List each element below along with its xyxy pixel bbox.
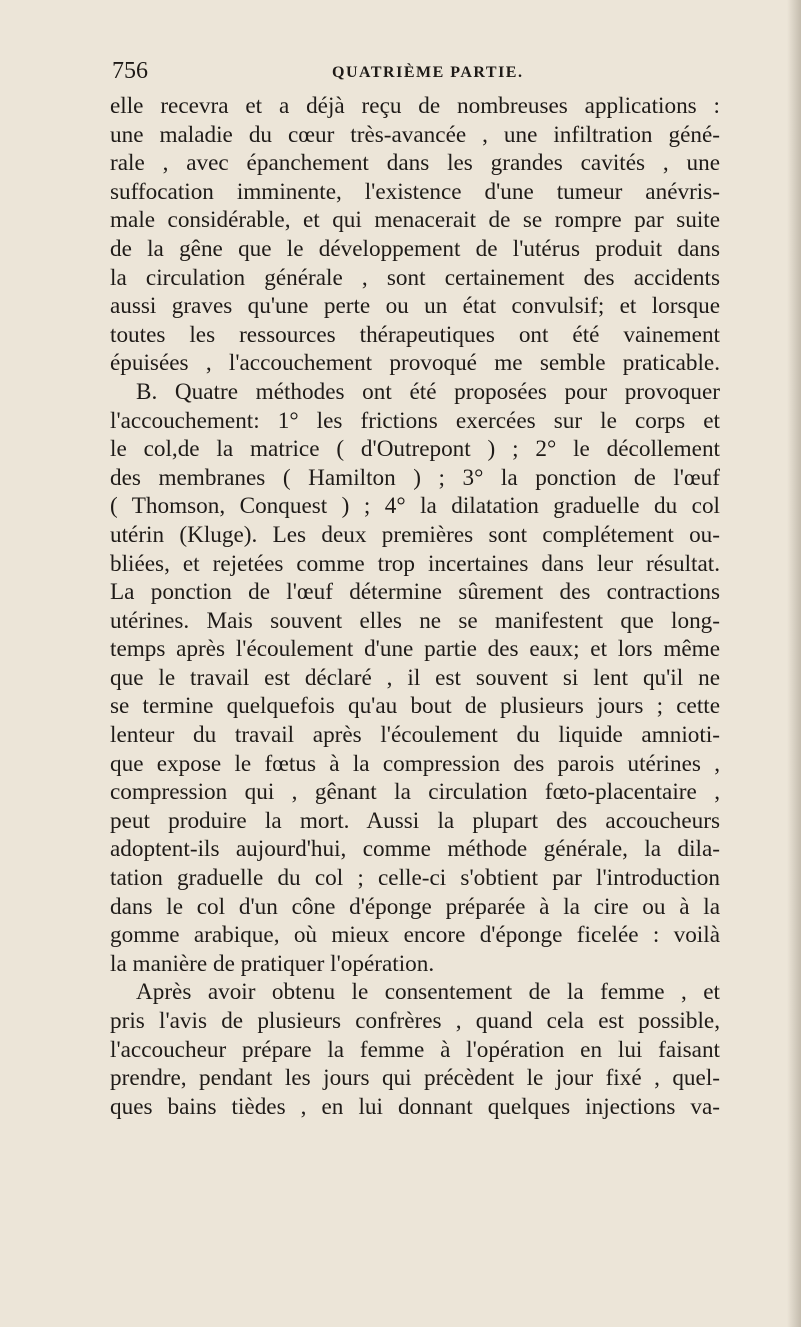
text-line: pris l'avis de plusieurs confrères , quand cela est possible, [110, 1008, 720, 1034]
running-head: QUATRIÈME PARTIE. [332, 64, 524, 81]
text-line: Après avoir obtenu le consentement de la femme , et [136, 979, 720, 1006]
text-line: une maladie du cœur très-avancée , une infiltration géné- [110, 121, 720, 148]
text-line: que expose le fœtus à la compression des parois utérines , [110, 750, 720, 777]
text-line: épuisées , l'accouchement provoqué me semble praticable. [110, 350, 720, 377]
text-line: dans le col d'un cône d'éponge préparée à la cire ou à la [110, 893, 720, 920]
text-line: de la gêne que le développement de l'utérus produit dans [110, 235, 720, 262]
text-line: utérin (Kluge). Les deux premières sont complétement ou- [110, 521, 720, 548]
text-line: que le travail est déclaré , il est souvent si lent qu'il ne [110, 664, 720, 691]
text-line: compression qui , gênant la circulation fœto-placentaire , [110, 779, 720, 806]
text-line: utérines. Mais souvent elles ne se manifestent que long- [110, 607, 720, 634]
text-line: la manière de pratiquer l'opération. [110, 950, 435, 977]
text-line: tation graduelle du col ; celle-ci s'obtient par l'introduction [110, 865, 720, 892]
text-line: l'accouchement: 1° les frictions exercées sur le corps et [110, 407, 720, 434]
page-edge-shadow [787, 0, 801, 1327]
text-line: peut produire la mort. Aussi la plupart des accoucheurs [110, 807, 720, 834]
text-line: la circulation générale , sont certainement des accidents [110, 264, 720, 291]
text-line: suffocation imminente, l'existence d'une tumeur anévris- [110, 178, 720, 205]
text-line: des membranes ( Hamilton ) ; 3° la ponction de l'œuf [110, 464, 720, 491]
page-header [112, 58, 712, 88]
text-line: toutes les ressources thérapeutiques ont été vainement [110, 321, 720, 348]
text-line: se termine quelquefois qu'au bout de plusieurs jours ; cette [110, 693, 720, 720]
text-line: lenteur du travail après l'écoulement du liquide amnioti- [110, 722, 720, 749]
text-line: adoptent-ils aujourd'hui, comme méthode générale, la dila- [110, 836, 720, 863]
text-line: ques bains tièdes , en lui donnant quelques injections va- [110, 1093, 720, 1120]
text-line: prendre, pendant les jours qui précèdent le jour fixé , quel- [110, 1065, 720, 1092]
page-number: 756 [112, 58, 148, 84]
body-text [110, 92, 720, 1121]
text-line: B. Quatre méthodes ont été proposées pour provoquer [136, 378, 720, 405]
text-line: l'accoucheur prépare la femme à l'opération en lui faisant [110, 1036, 720, 1063]
text-line: rale , avec épanchement dans les grandes cavités , une [110, 150, 720, 177]
text-line: aussi graves qu'une perte ou un état convulsif; et lorsque [110, 293, 720, 320]
text-line: bliées, et rejetées comme trop incertaines dans leur résultat. [110, 550, 720, 577]
text-line: La ponction de l'œuf détermine sûrement des contractions [110, 579, 720, 606]
text-line: ( Thomson, Conquest ) ; 4° la dilatation graduelle du col [110, 493, 720, 520]
text-line: elle recevra et a déjà reçu de nombreuses applications : [110, 93, 720, 119]
text-line: gomme arabique, où mieux encore d'éponge ficelée : voilà [110, 922, 720, 949]
text-line: male considérable, et qui menacerait de se rompre par suite [110, 207, 720, 234]
text-line: temps après l'écoulement d'une partie des eaux; et lors même [110, 636, 720, 663]
text-line: le col,de la matrice ( d'Outrepont ) ; 2° le décollement [110, 436, 720, 463]
